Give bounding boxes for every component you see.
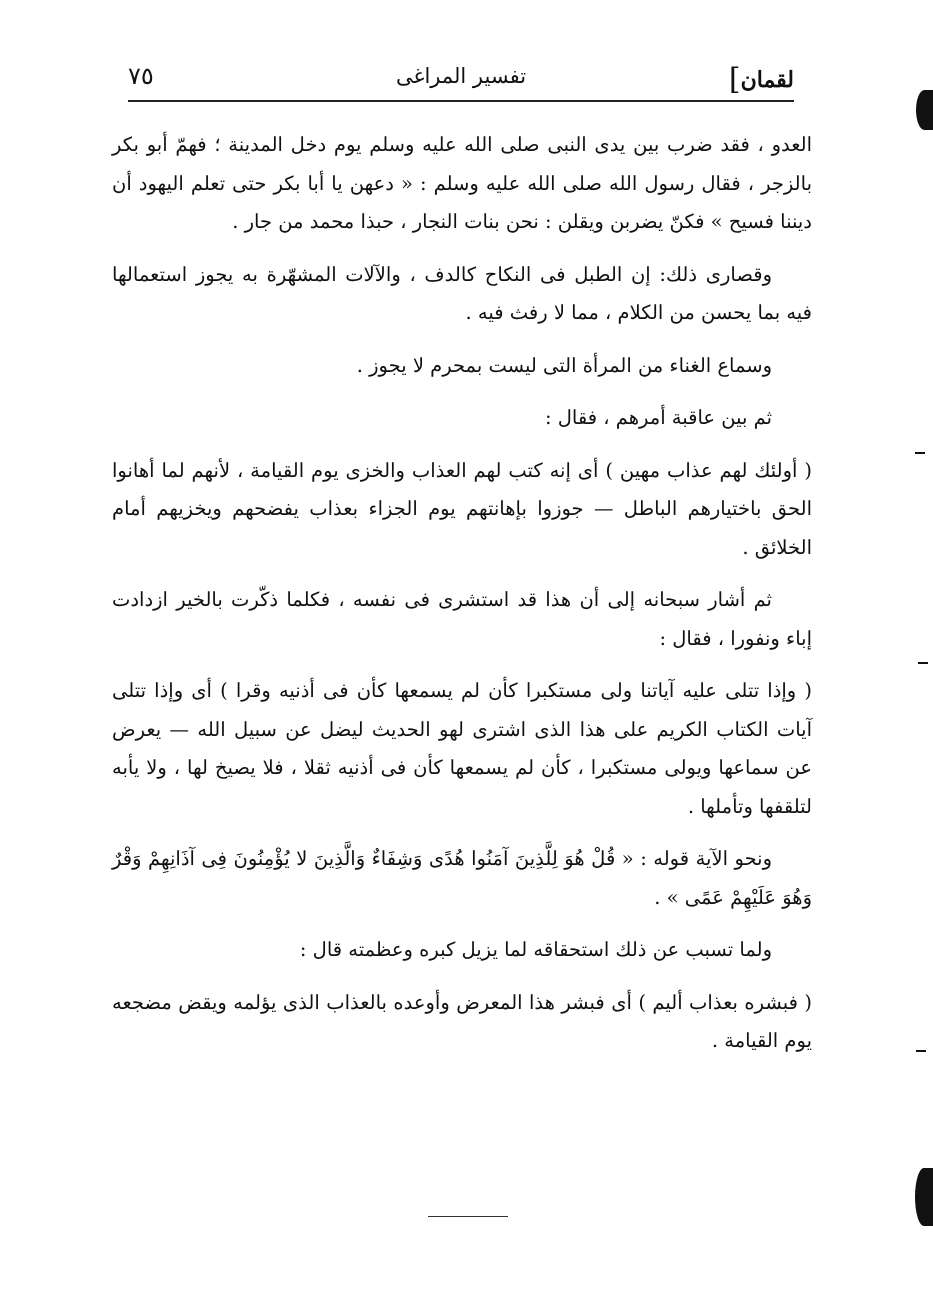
page-number: ٧٥	[128, 62, 154, 90]
scan-speck	[916, 1050, 926, 1052]
body-text	[112, 126, 812, 1075]
paragraph: ( أولئك لهم عذاب مهين ) أى إنه كتب لهم العذاب والخزى يوم القيامة ، لأنهم لما أهانوا الحق باختيارهم الباطل — جوزوا بإهانتهم يوم الجزاء بعذاب يفضحهم ويخزيهم أمام الخلائق .	[112, 458, 812, 559]
paragraph: ( وإذا تتلى عليه آياتنا ولى مستكبرا كأن لم يسمعها كأن فى أذنيه وقرا ) أى وإذا تتلى آيات الكتاب الكريم على هذا الذى اشترى لهو الحديث ليضل عن سبيل الله — يعرض عن سماعها ويولى مستكبرا ، كأن لم يسمعها كأن فى أذنيه ثقلا ، فلا يصيخ لها ، ولا يأبه لتلقفها وتأملها .	[112, 679, 812, 818]
surah-bracket: ]	[728, 62, 741, 97]
paragraph: ثم أشار سبحانه إلى أن هذا قد استشرى فى نفسه ، فكلما ذكّرت بالخير ازدادت إباء ونفورا ، فقال :	[112, 588, 812, 650]
paragraph: ولما تسبب عن ذلك استحقاقه لما يزيل كبره وعظمته قال :	[299, 938, 772, 961]
paragraph: وقصارى ذلك: إن الطبل فى النكاح كالدف ، والآلات المشهّرة به يجوز استعمالها فيه بما يحسن من الكلام ، مما لا رفث فيه .	[112, 262, 812, 324]
scan-edge-mark	[916, 90, 933, 130]
surah-name	[729, 60, 794, 95]
paragraph: ( فبشره بعذاب أليم ) أى فبشر هذا المعرض وأوعده بالعذاب الذى يؤلمه ويقض مضجعه يوم القيامة .	[112, 990, 812, 1052]
header-rule	[128, 100, 794, 102]
scan-speck	[918, 662, 928, 664]
scan-edge-mark	[915, 1168, 933, 1226]
footer-rule	[428, 1216, 508, 1217]
paragraph: ونحو الآية قوله : « قُلْ هُوَ لِلَّذِينَ آمَنُوا هُدًى وَشِفَاءٌ وَالَّذِينَ لا يُؤْمِنُونَ فِى آذَانِهِمْ وَقْرٌ وَهُوَ عَلَيْهِمْ عَمًى » .	[112, 847, 812, 909]
running-title: تفسير المراغى	[395, 64, 527, 88]
paragraph: ثم بين عاقبة أمرهم ، فقال :	[544, 406, 772, 429]
surah-name-text: لقمان	[740, 67, 794, 93]
scan-speck	[915, 452, 925, 454]
paragraph: وسماع الغناء من المرأة التى ليست بمحرم لا يجوز .	[356, 353, 772, 377]
paragraph: العدو ، فقد ضرب بين يدى النبى صلى الله عليه وسلم يوم دخل المدينة ؛ فهمّ أبو بكر بالزجر ، فقال رسول الله صلى الله عليه وسلم : « دعهن يا أبا بكر حتى تعلم اليهود أن ديننا فسيح » فكنّ يضربن ويقلن : نحن بنات النجار ، حبذا محمد من جار .	[112, 133, 812, 233]
page-header	[128, 56, 794, 96]
